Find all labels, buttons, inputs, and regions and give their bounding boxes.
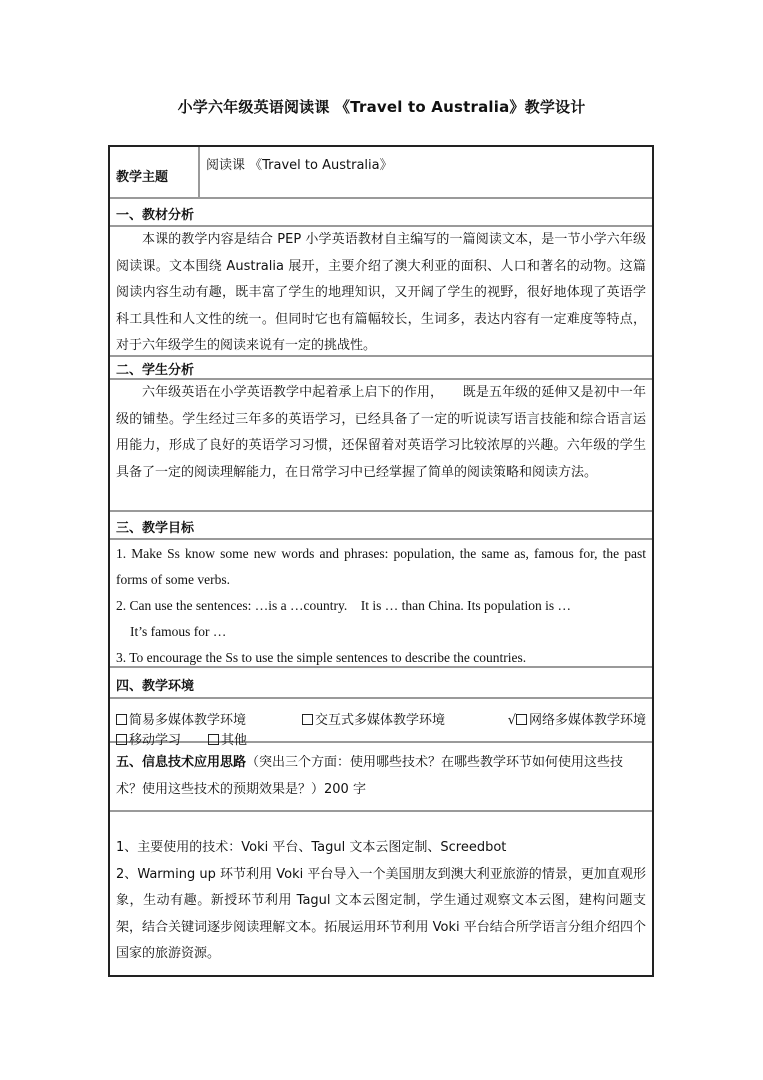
tech-heading-block xyxy=(116,749,646,803)
environment-heading: 四、教学环境 xyxy=(116,679,195,694)
goals-body-row xyxy=(110,540,652,668)
material-heading: 一、教材分析 xyxy=(116,208,195,223)
material-heading-row xyxy=(110,199,652,227)
theme-label: 教学主题 xyxy=(116,170,169,185)
theme-value: 阅读课 《Travel to Australia》 xyxy=(206,158,393,173)
students-body-row xyxy=(110,380,652,512)
environment-options-row xyxy=(110,699,652,748)
lesson-plan-table xyxy=(108,145,654,977)
env-option-mobile[interactable]: 移动学习 xyxy=(116,729,181,748)
checkmark-icon: √ xyxy=(507,713,516,728)
material-body-row xyxy=(110,227,652,357)
goals-heading-row xyxy=(110,512,652,540)
environment-heading-row xyxy=(110,668,652,699)
goal-item: 3. To encourage the Ss to use the simple sentences to describe the countries. xyxy=(116,650,527,665)
column-divider xyxy=(198,147,200,197)
env-option-other[interactable]: 其他 xyxy=(208,729,247,748)
tech-list xyxy=(110,835,652,968)
tech-item: 1、主要使用的技术：Voki 平台、Tagul 文本云图定制、Screedbot xyxy=(116,840,507,855)
checkbox-icon[interactable] xyxy=(302,714,313,725)
students-heading: 二、学生分析 xyxy=(116,363,195,378)
checkbox-icon[interactable] xyxy=(116,714,127,725)
env-option-network[interactable]: √ 网络多媒体教学环境 xyxy=(507,713,646,728)
goals-heading: 三、教学目标 xyxy=(116,521,195,536)
material-text: 本课的教学内容是结合 PEP 小学英语教材自主编写的一篇阅读文本，是一节小学六年级阅读课。文本围绕 Australia 展开，主要介绍了澳大利亚的面积、人口和著名的动物。这篇阅读内容生动有趣，既丰富了学生的地理知识，又开阔了学生的视野，很好地体现了英语学科工具性和人文性的统一。但同时它也有篇幅较长，生词多，表达内容有一定难度等特点，对于六年级学生的阅读来说有一定的挑战性。 xyxy=(116,232,646,353)
checkbox-icon[interactable] xyxy=(516,714,527,725)
tech-item: 2、Warming up 环节利用 Voki 平台导入一个美国朋友到澳大利亚旅游的情景，更加直观形象，生动有趣。新授环节利用 Tagul 文本云图定制，学生通过观察文本云图，建构问题支架，结合关键词逐步阅读理解文本。拓展运用环节利用 Voki 平台结合所学语言分组介绍四个国家的旅游资源。 xyxy=(116,866,646,961)
students-heading-row xyxy=(110,357,652,380)
tech-heading: 五、信息技术应用思路 xyxy=(116,755,247,770)
env-option-simple[interactable]: 简易多媒体教学环境 xyxy=(116,709,246,728)
goal-item: 2. Can use the sentences: …is a …country. It is … than China. Its population is … xyxy=(116,598,572,613)
students-text: 六年级英语在小学英语教学中起着承上启下的作用， 既是五年级的延伸又是初中一年级的铺垫。学生经过三年多的英语学习，已经具备了一定的听说读写语言技能和综合语言运用能力，形成了良好的英语学习习惯，还保留着对英语学习比较浓厚的兴趣。六年级的学生具备了一定的阅读理解能力，在日常学习中已经掌握了简单的阅读策略和阅读方法。 xyxy=(116,385,646,480)
goal-item: It’s famous for … xyxy=(130,624,227,639)
env-option-interactive[interactable]: 交互式多媒体教学环境 xyxy=(302,709,445,728)
goals-list xyxy=(110,541,652,671)
tech-note: （突出三个方面：使用哪些技术？在哪些教学环节如何使用这些技术？使用这些技术的预期效果是？）200 字 xyxy=(116,755,624,797)
document-title: 小学六年级英语阅读课 《Travel to Australia》教学设计 xyxy=(177,98,586,116)
theme-row xyxy=(110,147,652,199)
goal-item: 1. Make Ss know some new words and phrases: population, the same as, famous for, the past forms of some verbs. xyxy=(116,546,646,587)
tech-body-row xyxy=(110,812,652,975)
tech-heading-row xyxy=(110,743,652,812)
